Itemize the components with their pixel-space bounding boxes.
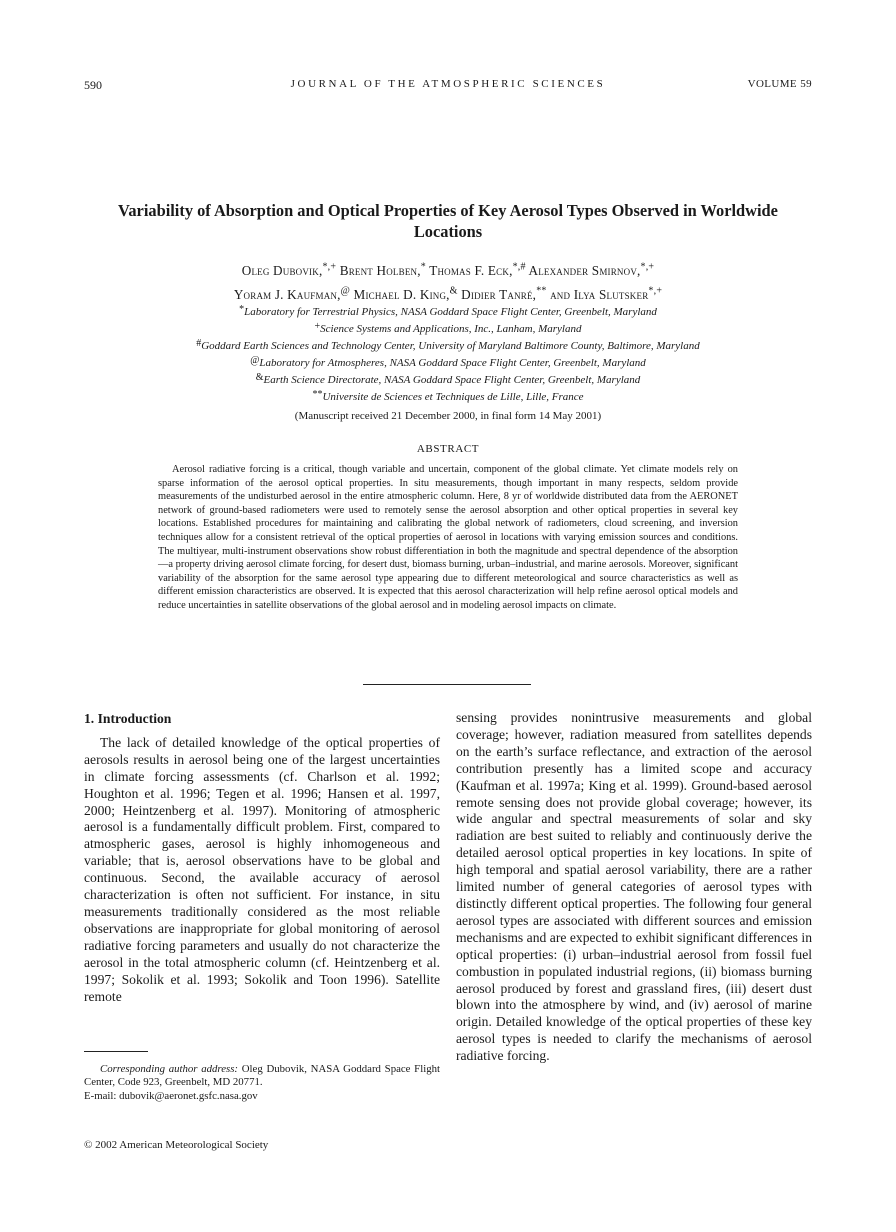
footnote-label: Corresponding author address: (100, 1063, 239, 1075)
affiliation: *Laboratory for Terrestrial Physics, NASA Goddard Space Flight Center, Greenbelt, Maryland (239, 304, 657, 318)
footnote (84, 1063, 440, 1103)
author: Brent Holben,* (339, 262, 426, 279)
paper-title: Variability of Absorption and Optical Properties of Key Aerosol Types Observed in Worldwide Locations (118, 201, 778, 241)
affiliation: &Earth Science Directorate, NASA Goddard Space Flight Center, Greenbelt, Maryland (255, 371, 641, 386)
author: Thomas F. Eck,*,# (429, 262, 526, 279)
section-heading: 1. Introduction (84, 711, 172, 726)
left-column (84, 711, 440, 1005)
author: Alexander Smirnov,*,+ (528, 262, 655, 279)
affiliation: **Universite de Sciences et Techniques de Lille, Lille, France (312, 388, 584, 403)
author: Oleg Dubovik,*,+ (241, 262, 337, 279)
copyright-notice: © 2002 American Meteorological Society (84, 1139, 269, 1151)
journal-name: JOURNAL OF THE ATMOSPHERIC SCIENCES (290, 78, 606, 90)
author-list (84, 258, 812, 305)
section-divider (363, 684, 531, 685)
author: Michael D. King,& (353, 285, 458, 302)
affiliation: #Goddard Earth Sciences and Technology Center, University of Maryland Baltimore County, Baltimore, Maryland (196, 337, 700, 352)
footnote-email: E-mail: dubovik@aeronet.gsfc.nasa.gov (84, 1089, 258, 1102)
intro-paragraph: The lack of detailed knowledge of the optical properties of aerosols results in aerosol being one of the largest uncertainties in climate forcing assessments (cf. Charlson et al. 1992; Houghton et al. 1996; Tegen et al. 1996; Hansen et al. 1997, 2000; Heintzenberg et al. 1997). Monitoring of atmospheric aerosol is a fundamentally difficult problem. First, compared to atmospheric gases, aerosol is highly inhomogeneous and variable; that is, aerosol observations have to be global and continuous. Second, the available accuracy of aerosol characterization is often not sufficient. For instance, in situ measurements traditionally considered as the most reliable observations are inappropriate for global monitoring of aerosol radiative forcing parameters and usually do not characterize the aerosol in the total atmospheric column (cf. Heintzenberg et al. 1997; Sokolik et al. 1993; Sokolik and Toon 1996). Satellite remote (84, 734, 440, 1004)
page-number: 590 (84, 78, 102, 92)
footnote-address: Oleg Dubovik, NASA Goddard Space Flight Center, Code 923, Greenbelt, MD 20771. (84, 1063, 440, 1089)
manuscript-dates: (Manuscript received 21 December 2000, in final form 14 May 2001) (294, 410, 602, 422)
abstract-body: Aerosol radiative forcing is a critical, though variable and uncertain, component of the global climate. Yet climate models rely on sparse information of the aerosol optical properties. In situ measurements, though important in many respects, seldom provide measurements of the undisturbed aerosol in the entire atmospheric column. Here, 8 yr of worldwide distributed data from the AERONET network of ground-based radiometers were used to remotely sense the aerosol absorption and other optical properties in several key locations. Established procedures for maintaining and calibrating the global network of radiometers, cloud screening, and inversion techniques allow for a consistent retrieval of the optical properties of aerosol in locations with varying emission sources and conditions. The multiyear, multi-instrument observations show robust differentiation in both the magnitude and spectral dependence of the absorption—a property driving aerosol climate forcing, for desert dust, biomass burning, urban–industrial, and marine aerosols. Moreover, significant variability of the absorption for the same aerosol type appearing due to different meteorological and source characteristics as well as different emission characteristics are observed. It is expected that this aerosol characterization will help refine aerosol optical models and reduce uncertainties in satellite observations of the global aerosol and in modeling aerosol impacts on climate. (158, 464, 738, 611)
volume-label: VOLUME 59 (747, 78, 812, 90)
affiliation: +Science Systems and Applications, Inc., Lanham, Maryland (314, 320, 582, 335)
footnote-rule (84, 1051, 148, 1052)
author: Didier Tanré,** (461, 285, 547, 302)
abstract-heading: ABSTRACT (416, 443, 480, 455)
right-column (456, 710, 812, 1065)
affiliation-list (84, 303, 812, 404)
affiliation: @Laboratory for Atmospheres, NASA Goddard Space Flight Center, Greenbelt, Maryland (250, 354, 646, 369)
intro-paragraph-continued: sensing provides nonintrusive measurements and global coverage; however, radiation measured from satellites depends on the earth’s surface reflectance, and extraction of the aerosol contribution presently has a limited scope and accuracy (Kaufman et al. 1997a; King et al. 1999). Ground-based aerosol remote sensing does not provide global coverage; however, its wide angular and spectral measurements of solar and sky radiation are best suited to reliably and continuously derive the detailed aerosol optical properties in key locations. In spite of high temporal and spatial aerosol variability, there are a rather limited number of general categories of aerosol types with distinctly different optical properties. The following four general aerosol types are associated with different sources and emission mechanisms and are expected to exhibit significant differences in optical properties: (i) urban–industrial aerosol from fossil fuel combustion in populated industrial regions, (ii) biomass burning aerosol produced by forest and grassland fires, (iii) desert dust blown into the atmosphere by wind, and (iv) aerosol of marine origin. Detailed knowledge of the optical properties of these key aerosol types is needed to clarify the mechanisms of aerosol radiative forcing. (456, 710, 812, 1064)
author: Yoram J. Kaufman,@ (233, 285, 351, 302)
author: and Ilya Slutsker*,+ (550, 285, 663, 302)
